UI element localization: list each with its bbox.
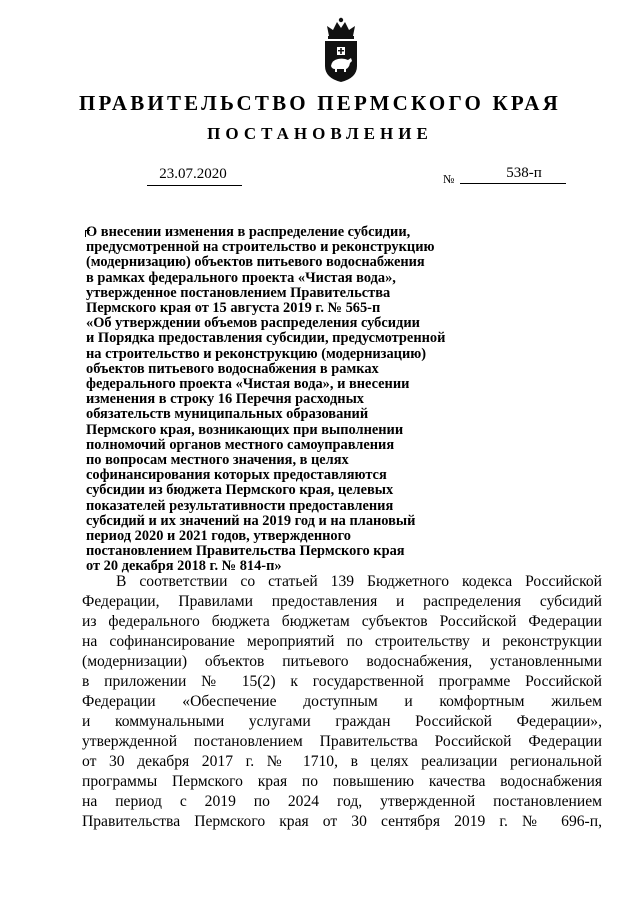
document-number: 538-п [506, 165, 542, 181]
title-line: (модернизацию) объектов питьевого водоснабжения [86, 254, 425, 271]
title-line: полномочий органов местного самоуправления [86, 436, 395, 453]
title-line: период 2020 и 2021 годов, утвержденного [86, 528, 351, 545]
body-line: утвержденной постановлением Правительства Российской Федерации [82, 733, 602, 750]
document-type-title: ПОСТАНОВЛЕНИЕ [207, 124, 433, 143]
body-line: В соответствии со статьей 139 Бюджетного кодекса Российской [116, 573, 602, 590]
title-line: предусмотренной на строительство и реконструкцию [86, 239, 435, 256]
title-line: на строительство и реконструкцию (модернизацию) [86, 345, 427, 362]
body-paragraph [82, 572, 602, 832]
body-line: (модернизации) объектов питьевого водоснабжения, установленными [82, 653, 602, 670]
title-line: по вопросам местного значения, в целях [86, 452, 349, 469]
title-line: в рамках федерального проекта «Чистая вода», [86, 269, 396, 286]
body-line: в приложении № 15(2) к государственной программе Российской [82, 673, 602, 690]
date-underline [147, 185, 242, 186]
body-line: Правительства Пермского края от 30 сентября 2019 г. № 696-п, [82, 813, 602, 830]
title-line: объектов питьевого водоснабжения в рамках [86, 360, 379, 377]
body-line: Федерации «Обеспечение доступным и комфортным жильем [82, 693, 602, 710]
title-line: Пермского края от 15 августа 2019 г. № 565-п [86, 300, 381, 317]
title-line: постановлением Правительства Пермского края [86, 543, 405, 560]
coat-of-arms-icon [321, 14, 361, 84]
body-line: программы Пермского края по повышению качества водоснабжения [82, 773, 602, 790]
body-line: от 30 декабря 2017 г. № 1710, в целях реализации региональной [82, 753, 602, 770]
title-line: федерального проекта «Чистая вода», и внесении [86, 376, 410, 393]
number-sign: № [443, 172, 455, 186]
title-line: софинансирования которых предоставляются [86, 467, 387, 484]
title-line: субсидий и их значений на 2019 год и на плановый [86, 512, 416, 529]
title-line: Пермского края, возникающих при выполнении [86, 421, 404, 438]
body-line: Федерации, Правилами предоставления и распределения субсидий [82, 593, 602, 610]
body-line: из федерального бюджета бюджетам субъектов Российской Федерации [82, 613, 602, 630]
title-line: и Порядка предоставления субсидии, предусмотренной [86, 330, 446, 347]
document-title [86, 225, 481, 575]
body-line: на софинансирование мероприятий по строительству и реконструкции [82, 633, 602, 650]
title-line: утвержденное постановлением Правительства [86, 284, 391, 301]
title-line: «Об утверждении объемов распределения субсидии [86, 315, 420, 332]
title-line: О внесении изменения в распределение субсидии, [86, 224, 411, 240]
title-line: субсидии из бюджета Пермского края, целевых [86, 482, 394, 499]
body-line: и коммунальными услугами граждан Российской Федерации», [82, 713, 602, 730]
title-line: от 20 декабря 2018 г. № 814-п» [86, 558, 282, 575]
organization-title: ПРАВИТЕЛЬСТВО ПЕРМСКОГО КРАЯ [78, 91, 561, 115]
body-line: на период с 2019 по 2024 год, утвержденной постановлением [82, 793, 602, 810]
number-underline [460, 183, 566, 184]
title-line: изменения в строку 16 Перечня расходных [86, 391, 365, 408]
title-line: показателей результативности предоставления [86, 497, 394, 514]
document-date: 23.07.2020 [159, 166, 227, 182]
title-line: обязательств муниципальных образований [86, 406, 369, 423]
